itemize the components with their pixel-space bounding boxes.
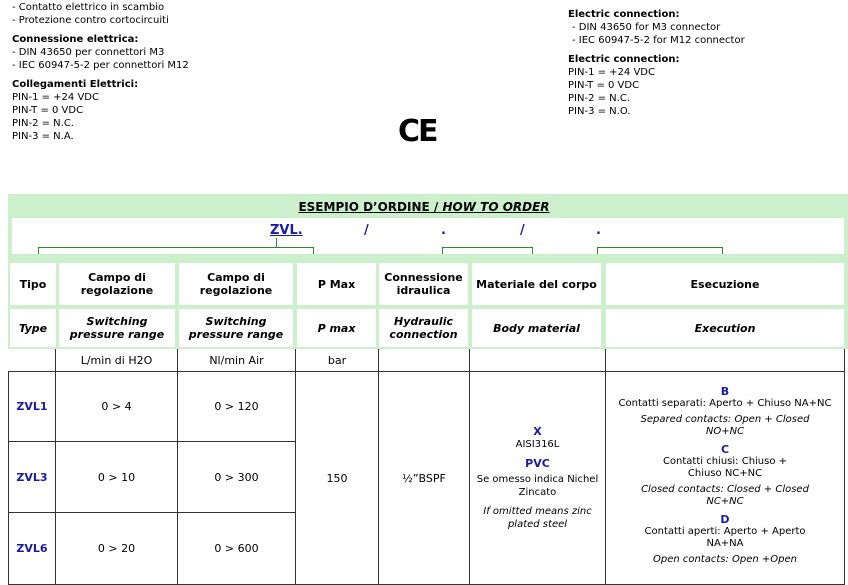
execution-cell [606,372,845,585]
order-title-en: HOW TO ORDER [442,200,550,214]
order-example [8,194,848,349]
code-separator: / [364,223,369,238]
header-pmax-it: P Max [297,263,376,305]
code-brace-tick [597,247,598,254]
header-range-water-it: Campo di regolazione [59,263,175,305]
spec-line: PIN-2 = N.C. [12,118,74,129]
code-brace-tick [532,247,533,254]
code-separator: / [520,223,525,238]
material-note-it: Se omesso indica Nichel Zincato [476,474,599,498]
connection-cell: ½”BSPF [379,372,470,585]
spec-heading: Collegamenti Elettrici: [12,79,139,90]
range-water-cell: 0 > 20 [56,513,178,585]
type-cell: ZVL3 [9,442,56,513]
header-pmax-en: P max [297,309,376,347]
unit-cell [379,349,470,372]
range-water-cell: 0 > 4 [56,372,178,442]
material-x-text: AISI316L [515,439,560,450]
header-range-air-it: Campo di regolazione [179,263,293,305]
code-separator: . [596,223,601,238]
unit-cell [9,349,56,372]
unit-cell: L/min di H2O [56,349,178,372]
range-air-cell: 0 > 120 [178,372,296,442]
material-cell [470,372,606,585]
range-air-cell: 0 > 600 [178,513,296,585]
spec-line: PIN-3 = N.A. [12,131,74,142]
units-row [9,349,845,372]
spec-heading: Electric connection: [568,9,680,20]
spec-line: PIN-3 = N.O. [568,106,631,117]
spec-line: - IEC 60947-5-2 per connettori M12 [12,60,189,71]
code-brace-tick [313,247,314,254]
order-code-box [12,218,844,254]
table-row [9,372,845,442]
spec-line: PIN-1 = +24 VDC [12,92,99,103]
material-note-en: If omitted means zinc plated steel [483,506,592,530]
ce-mark-logo: CE [398,114,437,149]
range-air-cell: 0 > 300 [178,442,296,513]
execution-b-code: B [720,385,730,398]
spec-line: - Contatto elettrico in scambio [12,2,165,13]
header-material-en: Body material [472,309,601,347]
execution-b-en: Separed contacts: Open + Closed NO+NC [640,414,810,437]
header-type-en: Type [10,309,56,347]
code-brace [597,247,722,248]
unit-cell [606,349,845,372]
material-x-code: X [533,425,542,438]
header-range-water-en: Switching pressure range [59,309,175,347]
unit-cell: Nl/min Air [178,349,296,372]
order-title-sep: / [429,200,443,214]
execution-c-en: Closed contacts: Closed + Closed NC+NC [641,484,809,507]
order-title-it: ESEMPIO D’ORDINE [298,200,430,214]
range-water-cell: 0 > 10 [56,442,178,513]
header-execution-en: Execution [606,309,844,347]
execution-c-code: C [720,443,730,456]
code-prefix: ZVL. [270,223,303,238]
code-brace-tick [38,247,39,254]
spec-line: PIN-1 = +24 VDC [568,67,655,78]
spec-line: - DIN 43650 per connettori M3 [12,47,165,58]
unit-cell: bar [296,349,379,372]
code-brace [38,247,313,248]
pmax-cell: 150 [296,372,379,585]
header-range-air-en: Switching pressure range [179,309,293,347]
header-connection-it: Connessione idraulica [379,263,468,305]
execution-d-code: D [720,513,730,526]
header-type-it: Tipo [10,263,56,305]
code-brace-tick [722,247,723,254]
order-title [8,200,840,214]
code-separator: . [441,223,446,238]
spec-line: PIN-T = 0 VDC [12,105,84,116]
order-table [8,349,845,585]
material-pvc-code: PVC [525,457,550,470]
spec-line: PIN-2 = N.C. [568,93,630,104]
type-cell: ZVL6 [9,513,56,585]
type-cell: ZVL1 [9,372,56,442]
header-material-it: Materiale del corpo [472,263,601,305]
execution-c-it: Contatti chiusi: Chiuso + Chiuso NC+NC [662,456,788,479]
code-brace-tick [442,247,443,254]
spec-line: - DIN 43650 for M3 connector [572,22,721,33]
specs-it [12,1,189,143]
execution-d-it: Contatti aperti: Aperto + Aperto NA+NA [644,526,806,549]
header-execution-it: Esecuzione [606,263,844,305]
execution-d-en: Open contacts: Open +Open [652,554,798,565]
unit-cell [470,349,606,372]
specs-en [568,8,745,118]
header-connection-en: Hydraulic connection [379,309,468,347]
spec-line: - IEC 60947-5-2 for M12 connector [572,35,745,46]
spec-line: PIN-T = 0 VDC [568,80,640,91]
execution-b-it: Contatti separati: Aperto + Chiuso NA+NC [618,398,832,409]
code-brace-stem [276,238,277,247]
spec-heading: Connessione elettrica: [12,34,139,45]
code-brace [442,247,532,248]
spec-heading: Electric connection: [568,54,680,65]
spec-line: - Protezione contro cortocircuiti [12,15,169,26]
